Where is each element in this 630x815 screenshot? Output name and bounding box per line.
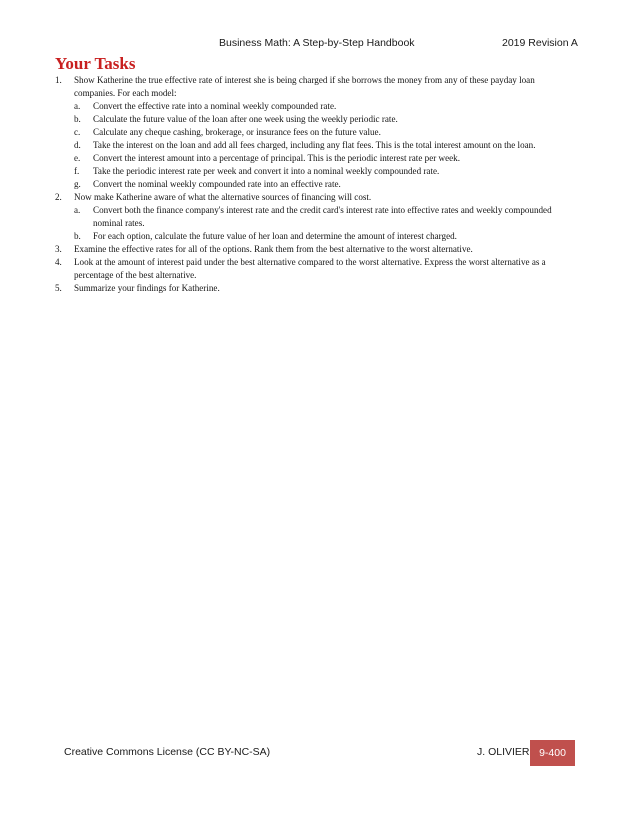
task-number: 3. xyxy=(55,244,62,254)
task-number: 2. xyxy=(55,192,62,202)
book-title: Business Math: A Step-by-Step Handbook xyxy=(219,37,415,49)
subtask-item xyxy=(74,113,577,126)
subtask-letter: b. xyxy=(74,231,81,241)
subtask-text: Calculate the future value of the loan after one week using the weekly periodic rate. xyxy=(93,114,398,124)
page-footer xyxy=(0,740,630,766)
page-header xyxy=(0,37,630,51)
subtask-text: Convert the interest amount into a percentage of principal. This is the periodic interest rate per week. xyxy=(93,153,460,163)
task-number: 1. xyxy=(55,75,62,85)
subtask-item xyxy=(74,165,577,178)
task-text: Show Katherine the true effective rate of interest she is being charged if she borrows the money from any of these payday loan companies. For each model: xyxy=(74,75,535,98)
task-list xyxy=(55,74,577,295)
task-item-5 xyxy=(55,282,577,295)
author-name: J. OLIVIER xyxy=(477,746,530,758)
subtask-item xyxy=(74,152,577,165)
subtask-text: Convert both the finance company's interest rate and the credit card's interest rate into effective rates and weekly compounded nominal rates. xyxy=(93,205,552,228)
task-text: Look at the amount of interest paid under the best alternative compared to the worst alternative. Express the worst alternative as a percentage of the best alternative. xyxy=(74,257,546,280)
subtask-text: Take the periodic interest rate per week and convert it into a nominal weekly compounded rate. xyxy=(93,166,440,176)
revision-label: 2019 Revision A xyxy=(502,37,578,49)
subtask-text: For each option, calculate the future value of her loan and determine the amount of interest charged. xyxy=(93,231,457,241)
task-text: Summarize your findings for Katherine. xyxy=(74,283,220,293)
subtask-item xyxy=(74,178,577,191)
task-text: Examine the effective rates for all of the options. Rank them from the best alternative to the worst alternative. xyxy=(74,244,473,254)
subtask-item xyxy=(74,204,577,230)
subtask-letter: c. xyxy=(74,127,81,137)
task-item-3 xyxy=(55,243,577,256)
task-text: Now make Katherine aware of what the alternative sources of financing will cost. xyxy=(74,192,372,202)
subtask-item xyxy=(74,139,577,152)
section-title: Your Tasks xyxy=(55,54,136,73)
subtask-letter: f. xyxy=(74,166,80,176)
subtask-text: Take the interest on the loan and add all fees charged, including any flat fees. This is the total interest amount on the loan. xyxy=(93,140,536,150)
subtask-letter: g. xyxy=(74,179,81,189)
task-item-1 xyxy=(55,74,577,191)
subtask-letter: a. xyxy=(74,101,81,111)
subtask-letter: b. xyxy=(74,114,81,124)
subtask-text: Convert the effective rate into a nominal weekly compounded rate. xyxy=(93,101,337,111)
task-number: 5. xyxy=(55,283,62,293)
task-item-2 xyxy=(55,191,577,243)
page-number-badge: 9-400 xyxy=(530,740,575,766)
subtask-letter: e. xyxy=(74,153,81,163)
subtask-letter: a. xyxy=(74,205,81,215)
task-number: 4. xyxy=(55,257,62,267)
subtask-text: Convert the nominal weekly compounded rate into an effective rate. xyxy=(93,179,341,189)
subtask-item xyxy=(74,100,577,113)
subtask-item xyxy=(74,230,577,243)
license-text: Creative Commons License (CC BY-NC-SA) xyxy=(64,746,271,758)
subtask-letter: d. xyxy=(74,140,81,150)
subtask-item xyxy=(74,126,577,139)
subtask-text: Calculate any cheque cashing, brokerage, or insurance fees on the future value. xyxy=(93,127,381,137)
task-item-4 xyxy=(55,256,577,282)
